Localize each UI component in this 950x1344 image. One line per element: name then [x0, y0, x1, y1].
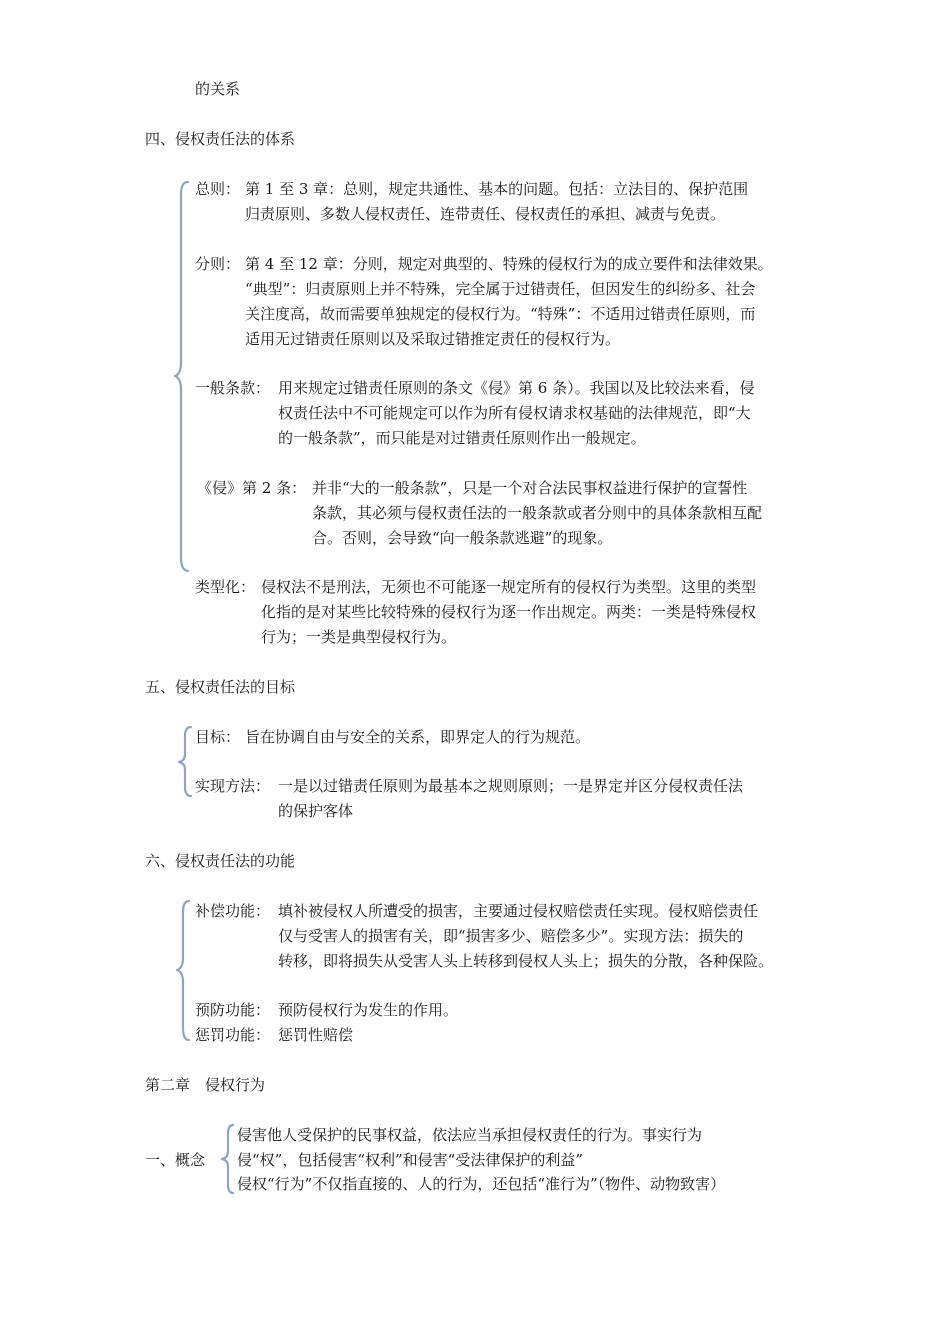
yiban-line-3: 的一般条款”，而只能是对过错责任原则作出一般规定。: [278, 429, 646, 447]
buchang-line-2: 仅与受害人的损害有关，即“损害多少、赔偿多少”。实现方法：损失的: [278, 927, 744, 945]
leixing-label: 类型化：: [195, 578, 256, 596]
continued-line: 的关系: [195, 80, 241, 98]
buchang-line-1: 填补被侵权人所遭受的损害，主要通过侵权赔偿责任实现。侵权赔偿责任: [278, 902, 759, 920]
concept-label: 一、概念: [145, 1151, 206, 1169]
art2-line-3: 合。否则，会导致“向一般条款逃避”的现象。: [312, 529, 613, 547]
leixing-line-3: 行为；一类是典型侵权行为。: [261, 628, 457, 646]
buchang-line-3: 转移，即将损失从受害人头上转移到侵权人头上；损失的分散，各种保险。: [278, 952, 774, 970]
art2-line-2: 条款，其必须与侵权责任法的一般条款或者分则中的具体条款相互配: [312, 504, 763, 522]
zongze-line-2: 归责原则、多数人侵权责任、连带责任、侵权责任的承担、减责与免责。: [245, 205, 726, 223]
fangfa-label: 实现方法：: [195, 777, 271, 795]
leixing-line-2: 化指的是对某些比较特殊的侵权行为逐一作出规定。两类：一类是特殊侵权: [261, 603, 757, 621]
leixing-line-1: 侵权法不是刑法，无须也不可能逐一规定所有的侵权行为类型。这里的类型: [261, 578, 757, 596]
yiban-line-2: 权责任法中不可能规定可以作为所有侵权请求权基础的法律规范，即“大: [278, 404, 751, 422]
fenze-line-1: 第 4 至 12 章：分则，规定对典型的、特殊的侵权行为的成立要件和法律效果。: [245, 255, 773, 273]
yiban-line-1: 用来规定过错责任原则的条文《侵》第 6 条）。我国以及比较法来看，侵: [278, 379, 755, 397]
section-6-brace: [174, 898, 196, 1044]
concept-line-3: 侵权“行为”不仅指直接的、人的行为，还包括“准行为”（物件、动物致害）: [237, 1175, 726, 1193]
fangfa-line-1: 一是以过错责任原则为最基本之规则原则；一是界定并区分侵权责任法: [278, 777, 744, 795]
concept-line-2: 侵“权”，包括侵害“权利”和侵害“受法律保护的利益”: [237, 1151, 584, 1169]
mubiao-text: 旨在协调自由与安全的关系，即界定人的行为规范。: [245, 728, 591, 746]
section-4-heading: 四、侵权责任法的体系: [145, 130, 296, 148]
fenze-line-3: 关注度高，故而需要单独规定的侵权行为。“特殊”：不适用过错责任原则，而: [245, 305, 756, 323]
buchang-label: 补偿功能：: [195, 902, 271, 920]
chengfa-label: 惩罚功能：: [195, 1026, 271, 1044]
art2-label: 《侵》第 2 条：: [197, 479, 307, 497]
concept-brace: [218, 1122, 238, 1196]
section-6-heading: 六、侵权责任法的功能: [145, 852, 296, 870]
zongze-line-1: 第 1 至 3 章：总则，规定共通性、基本的问题。包括：立法目的、保护范围: [245, 180, 749, 198]
fenze-line-4: 适用无过错责任原则以及采取过错推定责任的侵权行为。: [245, 330, 621, 348]
yufang-label: 预防功能：: [195, 1001, 271, 1019]
section-4-brace: [172, 178, 196, 576]
chengfa-text: 惩罚性赔偿: [278, 1026, 354, 1044]
yufang-text: 预防侵权行为发生的作用。: [278, 1001, 459, 1019]
fenze-line-2: “典型”：归责原则上并不特殊，完全属于过错责任，但因发生的纠纷多、社会: [245, 280, 756, 298]
fangfa-line-2: 的保护客体: [278, 802, 354, 820]
section-5-heading: 五、侵权责任法的目标: [145, 678, 296, 696]
concept-line-1: 侵害他人受保护的民事权益，依法应当承担侵权责任的行为。事实行为: [237, 1126, 703, 1144]
zongze-label: 总则：: [195, 180, 241, 198]
chapter-2-heading: 第二章 侵权行为: [145, 1076, 266, 1094]
art2-line-1: 并非“大的一般条款”，只是一个对合法民事权益进行保护的宣誓性: [312, 479, 748, 497]
fenze-label: 分则：: [195, 255, 241, 273]
mubiao-label: 目标：: [195, 728, 241, 746]
yiban-label: 一般条款：: [195, 379, 271, 397]
